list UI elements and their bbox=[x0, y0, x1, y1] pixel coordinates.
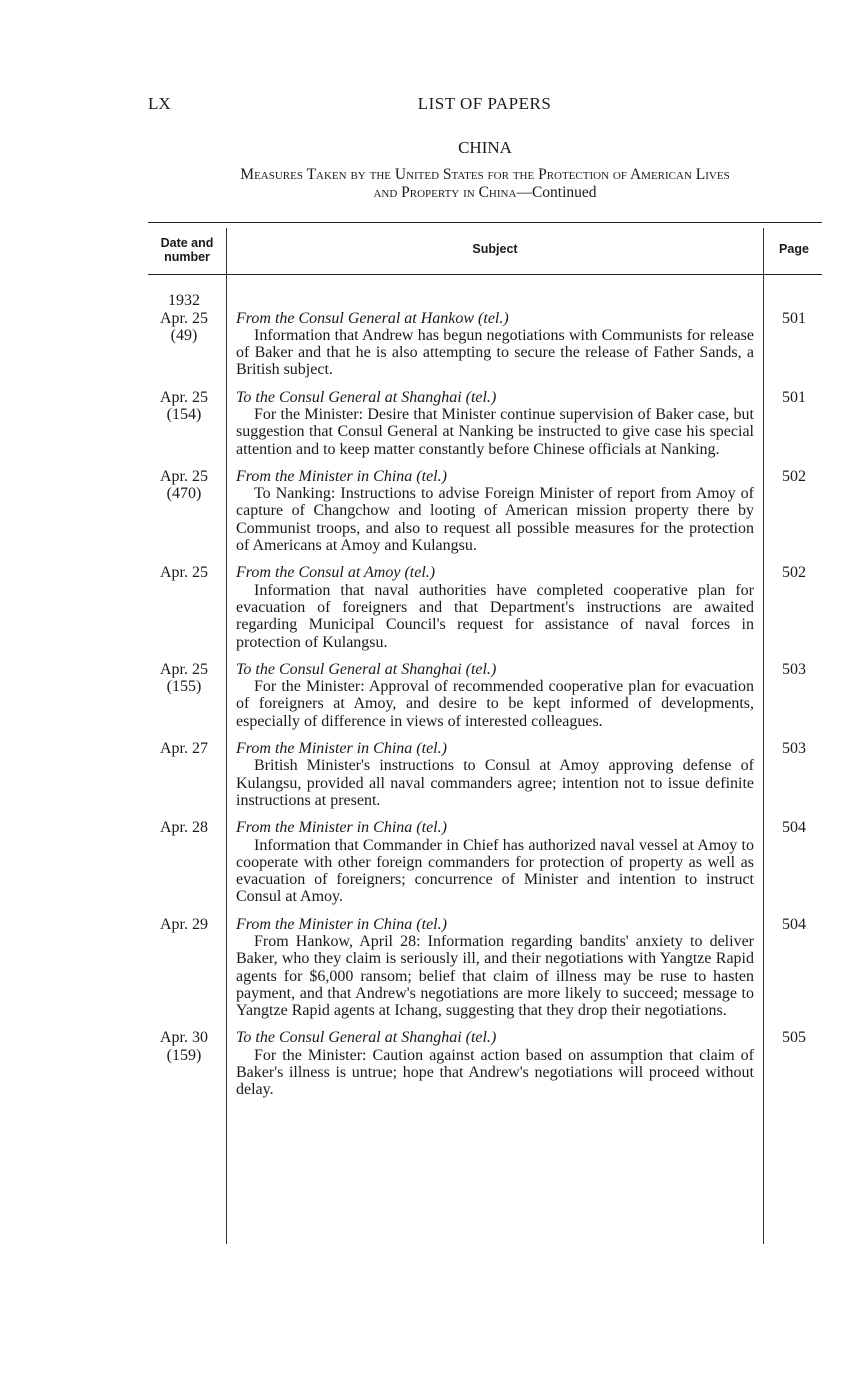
entry-date-cell bbox=[148, 1029, 220, 1098]
subhead-continued: —Continued bbox=[516, 184, 597, 201]
entry-date-cell bbox=[148, 661, 220, 730]
entry-body: For the Minister: Desire that Minister continue supervision of Baker case, but suggestion that Consul General at Nanking be instructed to give case his special attention and to keep matter constantly before Chinese officials at Nanking. bbox=[236, 405, 754, 458]
entry-subject-cell bbox=[236, 819, 754, 905]
entry-year: 1932 bbox=[168, 292, 200, 309]
entry-from: From the Minister in China (tel.) bbox=[236, 740, 447, 758]
list-item bbox=[148, 740, 822, 809]
table-top-rule bbox=[148, 222, 822, 223]
entry-number: (154) bbox=[166, 406, 202, 424]
entry-date: Apr. 30 bbox=[160, 1029, 208, 1047]
entry-subject-cell bbox=[236, 389, 754, 458]
entry-date-cell bbox=[148, 292, 220, 379]
entry-date: Apr. 25 bbox=[160, 564, 208, 582]
entry-subject-cell bbox=[236, 1029, 754, 1098]
entry-page: 504 bbox=[782, 819, 806, 837]
entry-subject-cell bbox=[236, 916, 754, 1020]
entry-page: 501 bbox=[782, 309, 806, 327]
list-item bbox=[148, 468, 822, 554]
header-subject: Subject bbox=[472, 242, 518, 256]
section-subhead bbox=[148, 166, 822, 202]
entry-number: (159) bbox=[166, 1046, 202, 1064]
entry-date: Apr. 28 bbox=[160, 819, 208, 837]
entry-number: (155) bbox=[166, 678, 202, 696]
entry-date: Apr. 25 bbox=[160, 467, 208, 485]
entry-page: 502 bbox=[782, 564, 806, 582]
list-item bbox=[148, 1029, 822, 1098]
entry-number: (470) bbox=[166, 485, 202, 503]
entry-page: 505 bbox=[782, 1029, 806, 1047]
entry-body: From Hankow, April 28: Information regarding bandits' anxiety to deliver Baker, who they claim is seriously ill, and their negotiations with Yangtze Rapid agents for $6,000 ransom; belief that claim of illness may be ruse to hasten payment, and that Andrew's negotiations are more likely to succeed; message to Yangtze Rapid agents at Ichang, suggesting that they drop their negotiations. bbox=[236, 933, 754, 1020]
entry-subject-cell bbox=[236, 740, 754, 809]
entry-from: From the Minister in China (tel.) bbox=[236, 915, 447, 933]
list-item bbox=[148, 819, 822, 905]
header-page: Page bbox=[779, 242, 809, 256]
entry-page: 503 bbox=[782, 740, 806, 758]
list-item bbox=[148, 661, 822, 730]
list-item bbox=[148, 292, 822, 379]
entry-page: 503 bbox=[782, 660, 806, 678]
entry-date: Apr. 25 bbox=[160, 388, 208, 406]
entry-page: 501 bbox=[782, 388, 806, 406]
list-item bbox=[148, 389, 822, 458]
entry-page: 502 bbox=[782, 467, 806, 485]
entry-page: 504 bbox=[782, 915, 806, 933]
entry-date-cell bbox=[148, 564, 220, 650]
entry-date: Apr. 29 bbox=[160, 915, 208, 933]
list-item bbox=[148, 564, 822, 650]
entry-body: Information that Andrew has begun negotiations with Communists for release of Baker and that he is also attempting to secure the release of Father Sands, a British subject. bbox=[236, 326, 754, 379]
page-number: LX bbox=[148, 94, 171, 113]
entry-from: To the Consul General at Shanghai (tel.) bbox=[236, 660, 497, 678]
entry-date-cell bbox=[148, 916, 220, 1020]
header-date-line2: number bbox=[164, 250, 210, 264]
entry-body: For the Minister: Caution against action based on assumption that claim of Baker's illness is untrue; hope that Andrew's negotiations will proceed without delay. bbox=[236, 1046, 754, 1099]
entry-date: Apr. 25 bbox=[160, 660, 208, 678]
entry-body: Information that naval authorities have completed cooperative plan for evacuation of foreigners and that Department's instructions are awaited regarding Municipal Council's request for assistance of naval forces in protection of Kulangsu. bbox=[236, 581, 754, 651]
subhead-line-1: Measures Taken by the United States for the Protection of American Lives bbox=[240, 166, 730, 183]
entry-body: British Minister's instructions to Consul at Amoy approving defense of Kulangsu, provided all naval commanders agree; intention not to issue definite instructions at present. bbox=[236, 757, 754, 809]
entry-number: (49) bbox=[170, 327, 198, 344]
entry-body: For the Minister: Approval of recommended cooperative plan for evacuation of foreigners at Amoy, and desire to be kept informed of developments, especially of difference in views of interested colleagues. bbox=[236, 678, 754, 730]
running-title: LIST OF PAPERS bbox=[417, 94, 552, 113]
entry-date: Apr. 25 bbox=[160, 309, 208, 327]
entry-from: From the Consul General at Hankow (tel.) bbox=[236, 309, 509, 327]
entry-subject-cell bbox=[236, 292, 754, 379]
entry-from: To the Consul General at Shanghai (tel.) bbox=[236, 388, 497, 406]
table-header-rule bbox=[148, 274, 822, 275]
entry-subject-cell bbox=[236, 468, 754, 554]
header-date-line1: Date and bbox=[160, 236, 214, 250]
list-item bbox=[148, 916, 822, 1020]
entry-subject-cell bbox=[236, 661, 754, 730]
entry-date-cell bbox=[148, 819, 220, 905]
entry-body: Information that Commander in Chief has authorized naval vessel at Amoy to cooperate with other foreign commanders for protection of property as well as evacuation of foreigners; concurrence of Minister and intention to instruct Consul at Amoy. bbox=[236, 836, 754, 906]
entry-from: From the Consul at Amoy (tel.) bbox=[236, 564, 436, 582]
section-title: CHINA bbox=[458, 138, 512, 157]
entry-subject-cell bbox=[236, 564, 754, 650]
entry-date-cell bbox=[148, 468, 220, 554]
entries-list bbox=[148, 292, 822, 1109]
header-date-number bbox=[148, 236, 226, 264]
subhead-line-2: and Property in China bbox=[373, 184, 517, 201]
entry-date-cell bbox=[148, 740, 220, 809]
entry-body: To Nanking: Instructions to advise Foreign Minister of report from Amoy of capture of Changchow and looting of American mission property there by Communist troops, and also to request all possible measures for the protection of Americans at Amoy and Kulangsu. bbox=[236, 485, 754, 555]
entry-from: To the Consul General at Shanghai (tel.) bbox=[236, 1029, 497, 1047]
entry-from: From the Minister in China (tel.) bbox=[236, 819, 447, 837]
entry-from: From the Minister in China (tel.) bbox=[236, 467, 447, 485]
entry-date: Apr. 27 bbox=[160, 740, 208, 758]
entry-date-cell bbox=[148, 389, 220, 458]
